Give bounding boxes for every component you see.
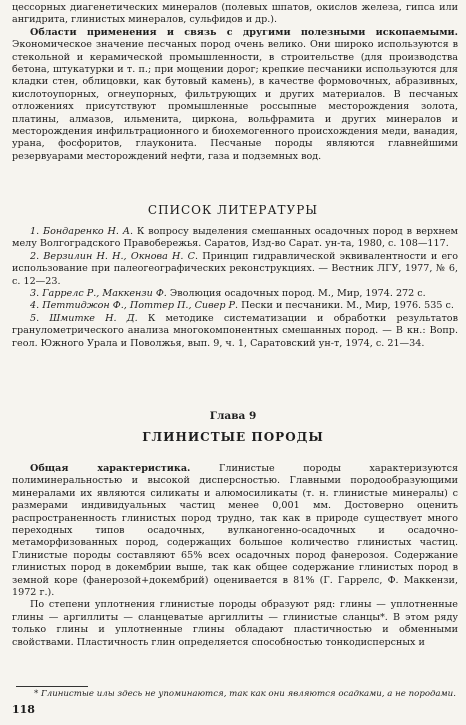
references-list [12, 226, 458, 350]
reference-authors: 3. Гаррелс Р., Маккензи Ф. [30, 288, 167, 300]
reference-item [12, 288, 458, 300]
reference-authors: 1. Бондаренко Н. А. [30, 226, 134, 237]
page-number: 118 [12, 703, 35, 716]
general-heading: Общая характеристика. [30, 463, 191, 474]
reference-text: Принцип гидравлической эквивалентности и его использование при палеогеографических реконструкциях. — Вестник ЛГУ, 1977, № 6, с. 12—23. [12, 250, 458, 287]
reference-text: Эволюция осадочных пород. М., Мир, 1974. 272 с. [166, 288, 426, 300]
continued-paragraph: цессорных диагенетических минералов (полевых шпатов, окислов железа, гипса или ангидрита, глинистых минералов, сульфидов и др.). [12, 2, 458, 26]
reference-item [12, 313, 458, 350]
intro-section [12, 2, 458, 163]
references-title: СПИСОК ЛИТЕРАТУРЫ [147, 203, 319, 217]
chapter-body [12, 463, 458, 649]
reference-item [12, 226, 458, 251]
footnote-divider [16, 686, 88, 687]
reference-authors: 4. Петтиджон Ф., Поттер П., Сивер Р. [30, 300, 239, 312]
applications-text: Экономическое значение песчаных пород очень велико. Они широко используются в стекольной и керамической промышленности, в строительстве (для производства бетона, штукатурки и т. п.; при мощении дорог; крепкие песчаники используются для кладки стен, облицовки, как бутовый камень), в качестве формовочных, абразивных, кислотоупорных, огнеупорных, фильтрующих и других материалов. В песчаных отложениях присутствуют промышленные россыпные месторождения золота, платины, алмазов, ильменита, циркона, вольфрамита и других минералов и месторождения инфильтрационного и биохемогенного происхождения меди, ванадия, урана, фосфоритов, глауконита. Песчаные породы являются главнейшими резервуарами месторождений нефти, газа и подземных вод. [12, 39, 458, 162]
reference-text: К методике систематизации и обработки результатов гранулометрического анализа многокомпонентных смешанных пород. — В кн.: Вопр. геол. Южного Урала и Поволжья, вып. 9, ч. 1, Саратовский ун-т, 1974, с. 21—34. [12, 312, 458, 349]
reference-text: К вопросу выделения смешанных осадочных пород в верхнем мелу Волгоградского Правобережья. Саратов, Изд-во Сарат. ун-та, 1980, с. 108—117. [12, 226, 458, 250]
reference-item [12, 300, 458, 312]
applications-paragraph [12, 27, 458, 163]
chapter-title: ГЛИНИСТЫЕ ПОРОДЫ [142, 430, 324, 444]
general-paragraph [12, 463, 458, 599]
applications-heading: Области применения и связь с другими полезными ископаемыми. [30, 26, 458, 38]
chapter-number: Глава 9 [209, 410, 257, 422]
reference-authors: 2. Верзилин Н. Н., Окнова Н. С. [30, 250, 199, 262]
general-text: Глинистые породы характеризуются полиминеральностью и высокой дисперсностью. Главными породообразующими минералами их являются силикаты и алюмосиликаты (т. н. глинистые минералы) с размерами индивидуальных частиц менее 0,001 мм. Достоверно оценить распространенность глинистых пород трудно, так как в природе существует много переходных типов осадочных, вулканогенно-осадочных и осадочно-метаморфизованных пород, содержащих большое количество глинистых частиц. Глинистые породы составляют 65% всех осадочных пород фанерозоя. Содержание глинистых пород в докембрии выше, так как общее содержание глинистых пород в земной коре (фанерозой+докембрий) оценивается в 81% (Г. Гаррелс, Ф. Маккензи, 1972 г.). [12, 463, 458, 599]
reference-item [12, 251, 458, 288]
compaction-paragraph: По степени уплотнения глинистые породы образуют ряд: глины — уплотненные глины — аргиллиты — сланцеватые аргиллиты — глинистые сланцы*. В этом ряду только глины и уплотненные глины обладают пластичностью и обменными свойствами. Пластичность глин определяется способностью тонкодисперсных и [12, 599, 458, 648]
reference-authors: 5. Шмитке Н. Д. [30, 312, 138, 324]
footnote: * Глинистые илы здесь не упоминаются, так как они являются осадками, а не породами. [34, 689, 456, 699]
reference-text: Пески и песчаники. М., Мир, 1976. 535 с. [238, 300, 454, 312]
